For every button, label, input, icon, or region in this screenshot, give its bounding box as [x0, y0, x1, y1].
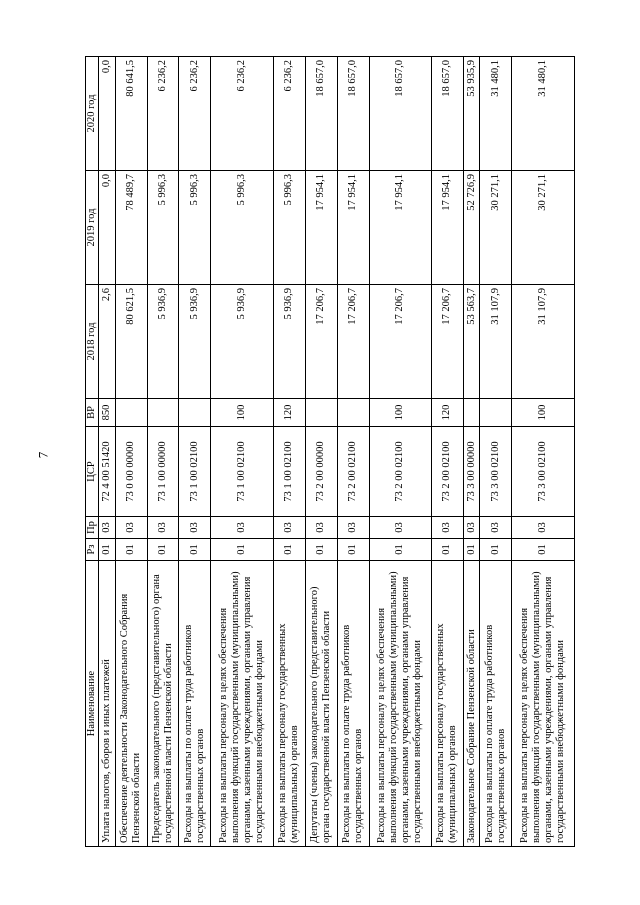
cell-2019: 30 271,1	[480, 171, 512, 285]
cell-csr: 72 4 00 51420	[99, 427, 116, 517]
table-row	[337, 57, 369, 847]
table-row	[463, 57, 480, 847]
cell-pr: 03	[512, 517, 575, 539]
table-row	[147, 57, 179, 847]
cell-2019: 78 489,7	[115, 171, 147, 285]
cell-vr	[305, 399, 337, 427]
cell-name: Расходы на выплаты персоналу в целях обеспечения выполнения функций государственными (муниципальными) органами, казенными учреждениями, органами управления государственными внебюджетными фондами	[512, 561, 575, 847]
cell-pr: 03	[432, 517, 464, 539]
cell-rz: 01	[369, 539, 432, 561]
cell-vr	[115, 399, 147, 427]
cell-csr: 73 1 00 00000	[147, 427, 179, 517]
cell-2020: 6 236,2	[211, 57, 274, 171]
cell-rz: 01	[463, 539, 480, 561]
cell-2018: 80 621,5	[115, 285, 147, 399]
cell-2020: 6 236,2	[179, 57, 211, 171]
table-header-row	[86, 57, 99, 847]
cell-2019: 17 954,1	[337, 171, 369, 285]
cell-rz: 01	[273, 539, 305, 561]
cell-2018: 31 107,9	[480, 285, 512, 399]
cell-2020: 80 641,5	[115, 57, 147, 171]
table-row	[305, 57, 337, 847]
header-2019: 2019 год	[86, 171, 99, 285]
cell-pr: 03	[369, 517, 432, 539]
cell-rz: 01	[305, 539, 337, 561]
cell-2019: 5 996,3	[147, 171, 179, 285]
table-row	[273, 57, 305, 847]
cell-2018: 5 936,9	[179, 285, 211, 399]
cell-vr: 120	[432, 399, 464, 427]
cell-pr: 03	[273, 517, 305, 539]
cell-csr: 73 2 00 00000	[305, 427, 337, 517]
cell-csr: 73 2 00 02100	[432, 427, 464, 517]
header-name: Наименование	[86, 561, 99, 847]
page-number: 7	[35, 451, 51, 459]
cell-name: Депутаты (члены) законодательного (представительного) органа государственной власти Пензенской области	[305, 561, 337, 847]
table-row	[211, 57, 274, 847]
cell-vr: 100	[211, 399, 274, 427]
cell-pr: 03	[179, 517, 211, 539]
cell-2018: 17 206,7	[432, 285, 464, 399]
header-pr: Пр	[86, 517, 99, 539]
cell-vr	[147, 399, 179, 427]
cell-pr: 03	[305, 517, 337, 539]
cell-pr: 03	[99, 517, 116, 539]
cell-csr: 73 2 00 02100	[369, 427, 432, 517]
cell-csr: 73 1 00 02100	[211, 427, 274, 517]
table-row	[115, 57, 147, 847]
cell-2020: 31 480,1	[512, 57, 575, 171]
cell-2019: 52 726,9	[463, 171, 480, 285]
cell-name: Расходы на выплаты персоналу государственных (муниципальных) органов	[273, 561, 305, 847]
cell-vr	[179, 399, 211, 427]
cell-vr	[463, 399, 480, 427]
cell-name: Расходы на выплаты персоналу государственных (муниципальных) органов	[432, 561, 464, 847]
cell-2018: 5 936,9	[147, 285, 179, 399]
table-row	[432, 57, 464, 847]
cell-vr: 850	[99, 399, 116, 427]
cell-2019: 5 996,3	[211, 171, 274, 285]
cell-2020: 18 657,0	[432, 57, 464, 171]
cell-rz: 01	[480, 539, 512, 561]
cell-pr: 03	[211, 517, 274, 539]
cell-vr: 100	[512, 399, 575, 427]
cell-name: Уплата налогов, сборов и иных платежей	[99, 561, 116, 847]
cell-rz: 01	[115, 539, 147, 561]
table-row	[99, 57, 116, 847]
cell-2019: 0,0	[99, 171, 116, 285]
table-row	[179, 57, 211, 847]
cell-2018: 5 936,9	[211, 285, 274, 399]
cell-name: Расходы на выплаты по оплате труда работников государственных органов	[337, 561, 369, 847]
cell-2020: 6 236,2	[273, 57, 305, 171]
cell-2020: 6 236,2	[147, 57, 179, 171]
cell-2020: 53 935,9	[463, 57, 480, 171]
cell-csr: 73 2 00 02100	[337, 427, 369, 517]
cell-name: Расходы на выплаты персоналу в целях обеспечения выполнения функций государственными (муниципальными) органами, казенными учреждениями, органами управления государственными внебюджетными фондами	[369, 561, 432, 847]
cell-rz: 01	[432, 539, 464, 561]
cell-2018: 17 206,7	[305, 285, 337, 399]
cell-vr	[480, 399, 512, 427]
table-row	[369, 57, 432, 847]
cell-rz: 01	[337, 539, 369, 561]
budget-table	[85, 56, 575, 847]
cell-rz: 01	[99, 539, 116, 561]
cell-2019: 17 954,1	[369, 171, 432, 285]
cell-name: Обеспечение деятельности Законодательного Собрания Пензенской области	[115, 561, 147, 847]
cell-2018: 17 206,7	[369, 285, 432, 399]
cell-csr: 73 3 00 00000	[463, 427, 480, 517]
cell-pr: 03	[147, 517, 179, 539]
cell-2019: 30 271,1	[512, 171, 575, 285]
cell-name: Расходы на выплаты персоналу в целях обеспечения выполнения функций государственными (муниципальными) органами, казенными учреждениями, органами управления государственными внебюджетными фондами	[211, 561, 274, 847]
cell-2019: 5 996,3	[273, 171, 305, 285]
header-rz: Рз	[86, 539, 99, 561]
cell-2020: 18 657,0	[305, 57, 337, 171]
cell-name: Расходы на выплаты по оплате труда работников государственных органов	[179, 561, 211, 847]
rotated-table-container	[85, 57, 575, 847]
cell-pr: 03	[463, 517, 480, 539]
cell-vr: 120	[273, 399, 305, 427]
cell-vr: 100	[369, 399, 432, 427]
cell-name: Председатель законодательного (представительного) органа государственной власти Пензенской области	[147, 561, 179, 847]
table-row	[480, 57, 512, 847]
cell-2019: 17 954,1	[432, 171, 464, 285]
cell-vr	[337, 399, 369, 427]
header-csr: ЦСР	[86, 427, 99, 517]
cell-rz: 01	[211, 539, 274, 561]
cell-2020: 0,0	[99, 57, 116, 171]
cell-2018: 2,6	[99, 285, 116, 399]
header-2018: 2018 год	[86, 285, 99, 399]
cell-rz: 01	[179, 539, 211, 561]
cell-csr: 73 0 00 00000	[115, 427, 147, 517]
cell-rz: 01	[512, 539, 575, 561]
cell-2018: 5 936,9	[273, 285, 305, 399]
cell-rz: 01	[147, 539, 179, 561]
cell-csr: 73 3 00 02100	[512, 427, 575, 517]
cell-pr: 03	[480, 517, 512, 539]
table-row	[512, 57, 575, 847]
cell-2020: 18 657,0	[369, 57, 432, 171]
table-body	[99, 57, 575, 847]
cell-csr: 73 1 00 02100	[273, 427, 305, 517]
cell-2019: 17 954,1	[305, 171, 337, 285]
header-2020: 2020 год	[86, 57, 99, 171]
cell-2020: 31 480,1	[480, 57, 512, 171]
cell-2018: 53 563,7	[463, 285, 480, 399]
cell-2018: 17 206,7	[337, 285, 369, 399]
cell-name: Расходы на выплаты по оплате труда работников государственных органов	[480, 561, 512, 847]
cell-name: Законодательное Собрание Пензенской области	[463, 561, 480, 847]
cell-2018: 31 107,9	[512, 285, 575, 399]
cell-csr: 73 3 00 02100	[480, 427, 512, 517]
header-vr: ВР	[86, 399, 99, 427]
cell-pr: 03	[115, 517, 147, 539]
cell-csr: 73 1 00 02100	[179, 427, 211, 517]
cell-2020: 18 657,0	[337, 57, 369, 171]
cell-2019: 5 996,3	[179, 171, 211, 285]
cell-pr: 03	[337, 517, 369, 539]
